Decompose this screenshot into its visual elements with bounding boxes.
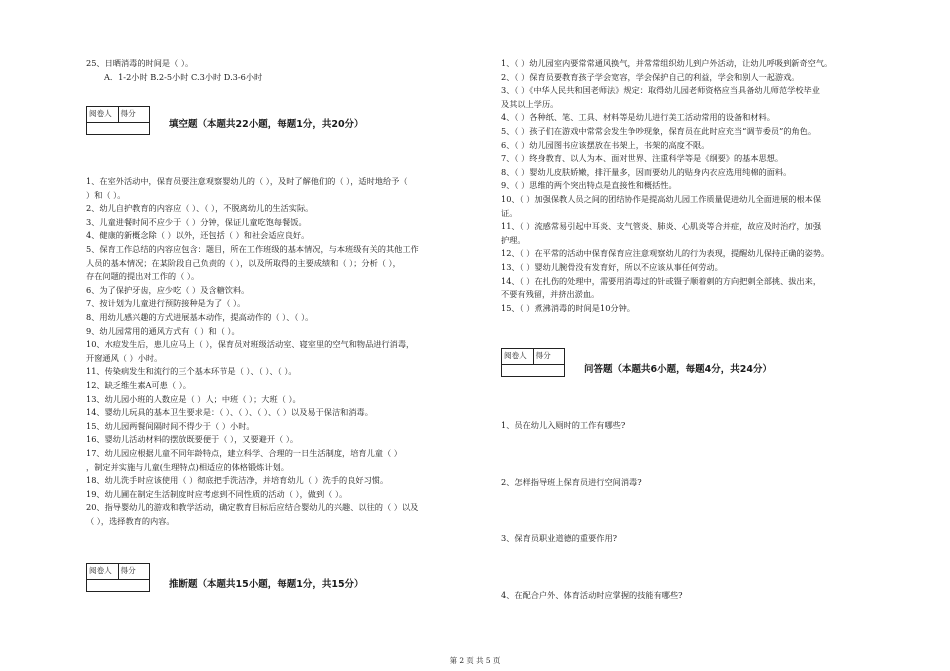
fill-section-title: 填空题（本题共22小题，每题1分，共20分） xyxy=(169,119,364,130)
fill-blank-line: 17、幼儿园应根据儿童不同年龄特点，建立科学、合理的一日生活制度，培育儿童（ ） xyxy=(86,448,402,458)
fill-blank-line: 开窗通风（ ）小时。 xyxy=(86,352,163,363)
page-number: 第 2 页 共 5 页 xyxy=(449,656,501,665)
fill-blank-line: 6、为了保护牙齿，应少吃（ ）及含糖饮料。 xyxy=(86,284,250,295)
judgement-line: 及其以上学历。 xyxy=(501,98,559,109)
judge-score-box xyxy=(86,563,150,580)
fill-blank-line: 1、在室外活动中，保育员要注意观察婴幼儿的（ ），及时了解他们的（ ），适时地给予（ xyxy=(86,176,408,186)
qa-score-box xyxy=(501,348,565,365)
question-25-options: A．1-2小时 B.2-5小时 C.3小时 D.3-6小时 xyxy=(104,72,263,82)
score-label: 得分 xyxy=(118,564,150,579)
judgement-line: 1、（ ）幼儿园室内要常常通风换气，并常常组织幼儿到户外活动，让幼儿呼吸到新奇空气。 xyxy=(501,58,833,68)
qa-question: 2、怎样指导班上保育员进行空间消毒? xyxy=(501,477,642,487)
fill-blank-line: 19、幼儿圃在制定生活制度时应考虑到不同性质的活动（ ），做到（ ）。 xyxy=(86,488,348,499)
fill-blank-line: 人员的基本情况；在某阶段自己负责的（ ），以及所取得的主要成绩和（ ）；分析（ ）， xyxy=(86,257,401,268)
score-entry-row xyxy=(86,579,150,592)
judgement-line: 13、（ ）婴幼儿腕骨没有发育好，所以不应该从事任何劳动。 xyxy=(501,262,723,272)
judgement-line: 14、（ ）在扎伤的处理中，需要用消毒过的针或镊子顺着刺的方向把刺全部挑、拔出来， xyxy=(501,275,822,286)
fill-blank-line: 4、健康的新概念除（ ）以外，还包括（ ）和社会适应良好。 xyxy=(86,230,310,241)
judgement-line: 2、（ ）保育员要教育孩子学会宽容，学会保护自己的利益，学会和别人一起游戏。 xyxy=(501,71,800,82)
fill-blank-line: 16、婴幼儿活动材料的摆放既要便于（ ），又要避开（ ）。 xyxy=(86,434,299,445)
judge-section-title: 推断题（本题共15小题，每题1分，共15分） xyxy=(169,579,364,590)
qa-question: 3、保育员职业道德的重要作用? xyxy=(501,533,618,543)
judgement-line: 10、（ ）加强保教人员之间的团结协作是提高幼儿园工作质量促进幼儿全面进展的根本保 xyxy=(501,194,822,204)
fill-blank-line: 18、幼儿洗手时应该使用（ ）彻底把手洗洁净，并培育幼儿（ ）洗手的良好习惯。 xyxy=(86,475,389,486)
score-entry-row xyxy=(501,364,565,377)
fill-blank-line: 存在问题的提出对工作的（ ）。 xyxy=(86,271,200,282)
fill-blank-line: 9、幼儿园常用的通风方式有（ ）和（ ）。 xyxy=(86,325,240,336)
qa-question: 4、在配合户外、体育活动时应掌握的技能有哪些? xyxy=(501,590,683,600)
judgement-line: 3、（ ）《中华人民共和国老师法》规定：取得幼儿园老师资格应当具备幼儿师范学校毕业 xyxy=(501,85,820,96)
judgement-line: 8、（ ）婴幼儿皮肤娇嫩，排汗量多，因而要幼儿的贴身内衣应选用纯棉的面料。 xyxy=(501,166,792,177)
score-entry-row xyxy=(86,122,150,135)
reviewer-label: 阅卷人 xyxy=(89,566,112,575)
fill-blank-line: 8、用幼儿感兴趣的方式进展基本动作，提高动作的（ ）、（ ）。 xyxy=(86,312,314,322)
fill-blank-line: 2、幼儿自护教育的内容应（ ）、（ ），不脱离幼儿的生活实际。 xyxy=(86,203,314,214)
judgement-line: 护理。 xyxy=(501,234,526,245)
judgement-line: 5、（ ）孩子们在游戏中常常会发生争吵现象，保育员在此时应充当“调节委员”的角色。 xyxy=(501,126,817,136)
reviewer-label: 阅卷人 xyxy=(89,109,112,118)
score-label: 得分 xyxy=(533,349,565,364)
score-label: 得分 xyxy=(118,107,150,122)
reviewer-label: 阅卷人 xyxy=(504,351,527,360)
fill-blank-line: 5、保育工作总结的内容应包含：题目，所在工作班级的基本情况，与本班级有关的其他工作 xyxy=(86,244,419,254)
fill-score-box xyxy=(86,106,150,123)
fill-blank-line: 14、婴幼儿玩具的基本卫生要求是：（ ）、（ ）、（ ）、（ ）以及易于保洁和消毒。 xyxy=(86,407,373,418)
judgement-line: 4、（ ）各种纸、笔、工具、材料等是幼儿进行美工活动常用的设备和材料。 xyxy=(501,112,775,123)
judgement-line: 证。 xyxy=(501,207,518,218)
judgement-line: 9、（ ）思维的两个突出特点是直接性和概括性。 xyxy=(501,180,677,191)
qa-section-title: 问答题（本题共6小题，每题4分，共24分） xyxy=(584,364,772,375)
fill-blank-line: 12、缺乏维生素A可患（ ）。 xyxy=(86,380,191,390)
judgement-line: 15、（ ）煮沸消毒的时间是10分钟。 xyxy=(501,302,635,313)
fill-blank-line: 7、按计划为儿童进行预防接种是为了（ ）。 xyxy=(86,298,246,309)
fill-blank-line: （ ），选择教育的内容。 xyxy=(86,516,175,526)
fill-blank-line: 15、幼儿园两餐间隔时间不得少于（ ）小时。 xyxy=(86,420,255,431)
question-25: 25、日晒消毒的时间是（ ）。 xyxy=(86,58,194,68)
fill-blank-line: 13、幼儿园小班的人数应是（ ）人；中班（ ）；大班（ ）。 xyxy=(86,393,301,404)
fill-blank-line: 11、传染病发生和流行的三个基本环节是（ ）、（ ）、（ ）。 xyxy=(86,366,297,377)
judgement-line: 不要有残留，并挤出淤血。 xyxy=(501,289,600,300)
qa-question: 1、员在幼儿入厕时的工作有哪些? xyxy=(501,420,626,430)
judgement-line: 6、（ ）幼儿园图书应该摆放在书架上，书架的高度不限。 xyxy=(501,139,710,150)
fill-blank-line: 20、指导婴幼儿的游戏和教学活动，确定教育目标后应结合婴幼儿的兴趣、以往的（ ）以及 xyxy=(86,502,419,513)
judgement-line: 12、（ ）在平常的活动中保育保育应注意观察幼儿的行为表现，提醒幼儿保持正确的姿势。 xyxy=(501,248,830,259)
fill-blank-line: ）和（ ）。 xyxy=(86,189,126,200)
judgement-line: 11、（ ）流感常易引起中耳炎、支气管炎、肺炎、心肌炎等合并症，故应及时治疗，加强 xyxy=(501,221,822,232)
fill-blank-line: 10、水痘发生后，患儿应马上（ ），保育员对班级活动室、寝室里的空气和物品进行消毒， xyxy=(86,339,415,350)
judgement-line: 7、（ ）终身教育、以人为本、面对世界、注重科学等是《纲要》的基本思想。 xyxy=(501,153,784,164)
fill-blank-line: ，制定并实施与儿童(生理特点)相适应的体格锻炼计划。 xyxy=(86,461,289,472)
fill-blank-line: 3、儿童进餐时间不应少于（ ）分钟，保证儿童吃饱每餐饭。 xyxy=(86,216,307,227)
